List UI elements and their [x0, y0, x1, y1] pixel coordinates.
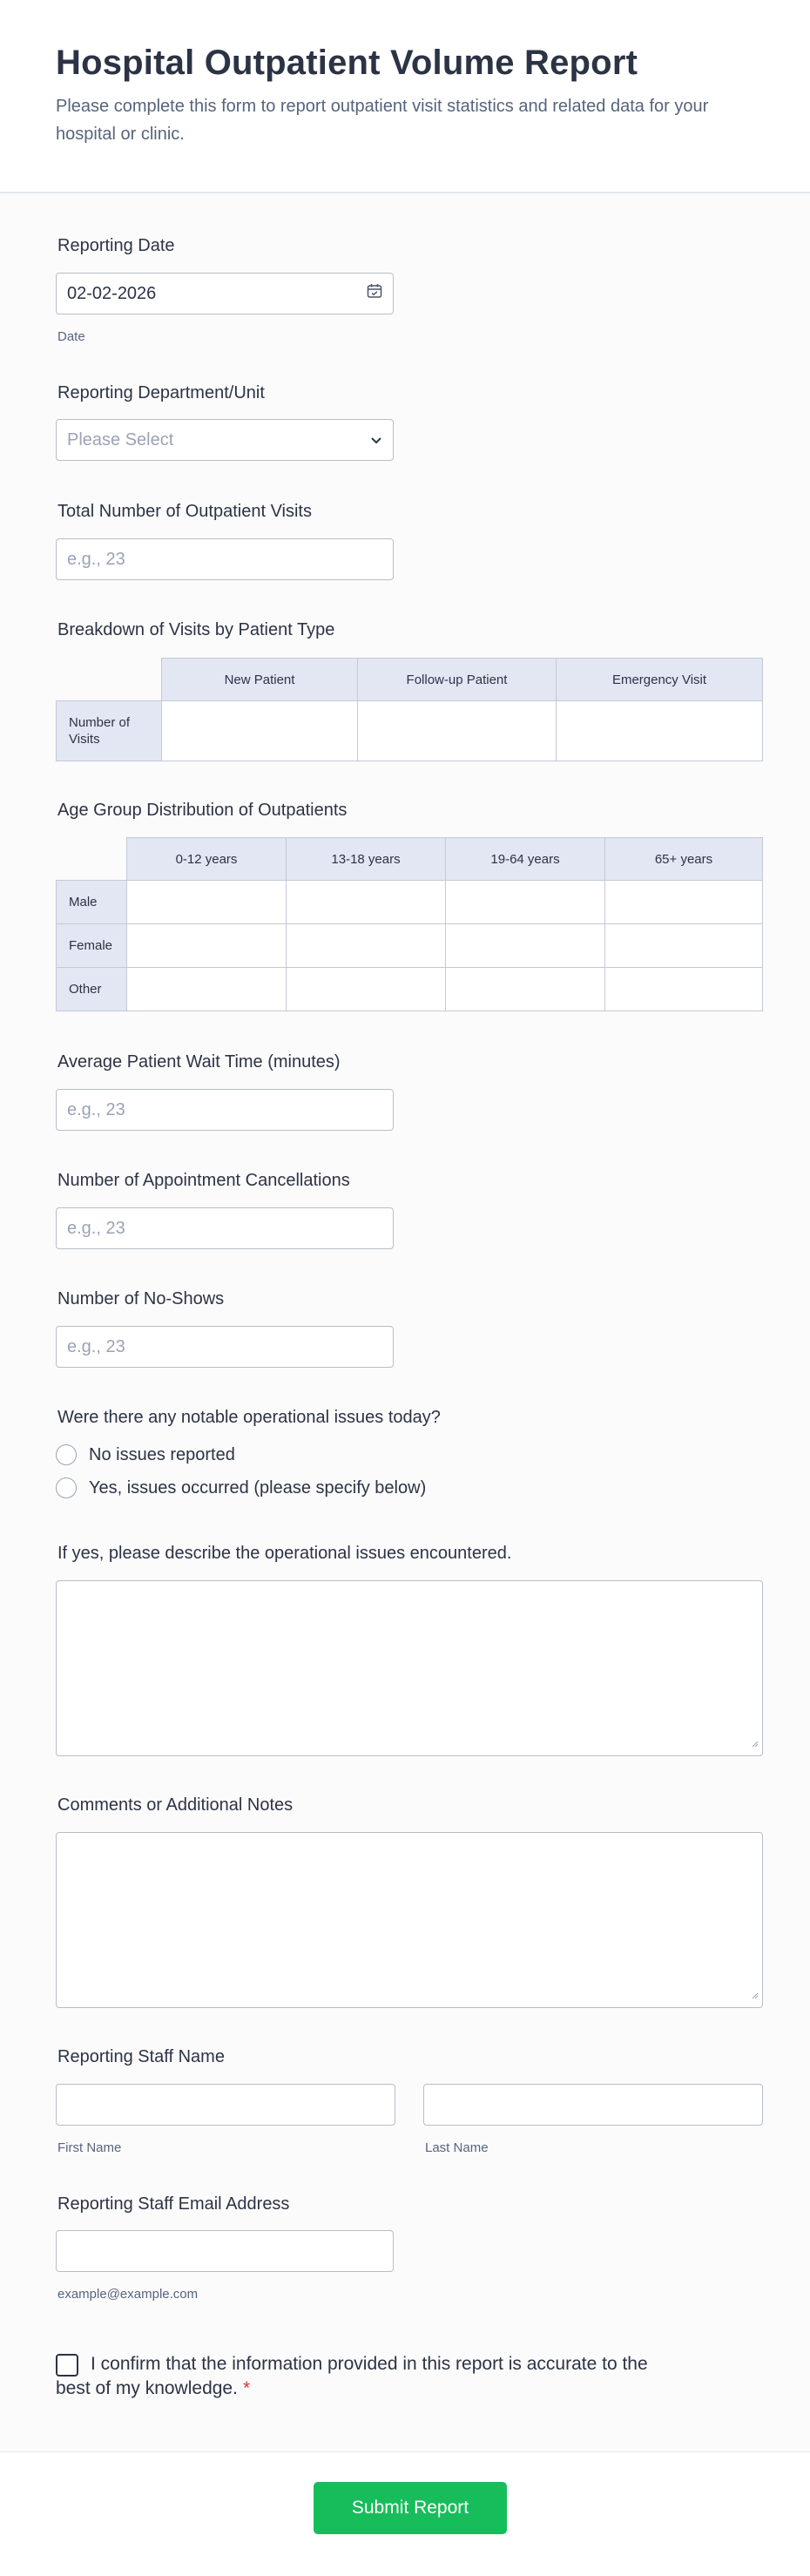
- reporting-date-value: 02-02-2026: [67, 283, 157, 303]
- confirm-text: I confirm that the information provided in this report is accurate to the best of my knowledge.: [56, 2354, 648, 2398]
- age-cell[interactable]: [445, 923, 605, 968]
- issues-description-textarea[interactable]: [56, 1580, 763, 1756]
- age-col-13-18: 13-18 years: [286, 837, 446, 881]
- required-asterisk: *: [242, 2378, 251, 2398]
- issues-option-none[interactable]: [56, 1444, 235, 1465]
- issues-option-none-label: No issues reported: [89, 1444, 235, 1464]
- cancellations-label: Number of Appointment Cancellations: [57, 1171, 350, 1190]
- department-select[interactable]: [56, 419, 394, 461]
- radio-button[interactable]: [56, 1444, 77, 1465]
- age-row-female: Female: [56, 923, 127, 968]
- breakdown-row-visits: Number of Visits: [56, 700, 162, 761]
- breakdown-label: Breakdown of Visits by Patient Type: [57, 620, 335, 639]
- age-cell[interactable]: [286, 967, 446, 1011]
- chevron-down-icon: [370, 430, 382, 450]
- total-visits-input[interactable]: e.g., 23: [56, 538, 394, 580]
- breakdown-col-follow-up: Follow-up Patient: [357, 658, 557, 701]
- reporting-date-sublabel: Date: [57, 329, 85, 344]
- age-cell[interactable]: [604, 967, 763, 1011]
- first-name-input[interactable]: [56, 2084, 395, 2126]
- age-cell[interactable]: [126, 880, 287, 924]
- issues-option-yes[interactable]: [56, 1477, 426, 1498]
- age-cell[interactable]: [286, 923, 446, 968]
- age-cell[interactable]: [445, 880, 605, 924]
- department-label: Reporting Department/Unit: [57, 383, 265, 402]
- age-col-19-64: 19-64 years: [445, 837, 605, 881]
- wait-time-input[interactable]: e.g., 23: [56, 1089, 394, 1131]
- breakdown-col-new-patient: New Patient: [161, 658, 358, 701]
- page-subtitle: Please complete this form to report outpatient visit statistics and related data for your hospital or clinic.: [56, 97, 709, 144]
- comments-label: Comments or Additional Notes: [57, 1795, 294, 1815]
- cancellations-input[interactable]: e.g., 23: [56, 1207, 394, 1249]
- reporting-date-label: Reporting Date: [57, 236, 175, 255]
- age-group-label: Age Group Distribution of Outpatients: [57, 801, 348, 820]
- age-cell[interactable]: [604, 880, 763, 924]
- calendar-icon[interactable]: [367, 283, 382, 304]
- total-visits-label: Total Number of Outpatient Visits: [57, 502, 312, 521]
- staff-name-label: Reporting Staff Name: [57, 2047, 225, 2066]
- breakdown-col-emergency: Emergency Visit: [556, 658, 763, 701]
- age-row-male: Male: [56, 880, 127, 924]
- submit-report-button[interactable]: Submit Report: [314, 2482, 507, 2534]
- resize-handle-icon[interactable]: [750, 1736, 759, 1752]
- age-cell[interactable]: [445, 967, 605, 1011]
- staff-email-label: Reporting Staff Email Address: [57, 2194, 290, 2214]
- no-shows-input[interactable]: e.g., 23: [56, 1326, 394, 1368]
- page-title: Hospital Outpatient Volume Report: [56, 44, 638, 82]
- staff-email-sublabel: example@example.com: [57, 2287, 199, 2302]
- first-name-sublabel: First Name: [57, 2140, 122, 2155]
- reporting-date-input[interactable]: [56, 273, 394, 314]
- form-header: [0, 0, 810, 193]
- age-col-0-12: 0-12 years: [126, 837, 287, 881]
- age-col-65-plus: 65+ years: [604, 837, 763, 881]
- age-cell[interactable]: [286, 880, 446, 924]
- no-shows-label: Number of No-Shows: [57, 1289, 225, 1308]
- issues-description-label: If yes, please describe the operational issues encountered.: [57, 1544, 512, 1563]
- confirm-checkbox[interactable]: [56, 2354, 78, 2377]
- issues-label: Were there any notable operational issues today?: [57, 1408, 441, 1427]
- wait-time-label: Average Patient Wait Time (minutes): [57, 1052, 341, 1072]
- staff-email-input[interactable]: [56, 2230, 394, 2272]
- confirm-statement: [56, 2352, 683, 2401]
- age-cell[interactable]: [126, 967, 287, 1011]
- issues-option-yes-label: Yes, issues occurred (please specify below): [89, 1477, 427, 1498]
- breakdown-cell-emergency[interactable]: [556, 700, 763, 761]
- breakdown-cell-follow-up[interactable]: [357, 700, 557, 761]
- resize-handle-icon[interactable]: [750, 1988, 759, 2004]
- radio-button[interactable]: [56, 1477, 77, 1498]
- last-name-input[interactable]: [423, 2084, 763, 2126]
- breakdown-cell-new-patient[interactable]: [161, 700, 358, 761]
- department-placeholder: Please Select: [67, 429, 174, 450]
- age-cell[interactable]: [604, 923, 763, 968]
- last-name-sublabel: Last Name: [425, 2140, 489, 2155]
- comments-textarea[interactable]: [56, 1832, 763, 2008]
- age-row-other: Other: [56, 967, 127, 1011]
- age-cell[interactable]: [126, 923, 287, 968]
